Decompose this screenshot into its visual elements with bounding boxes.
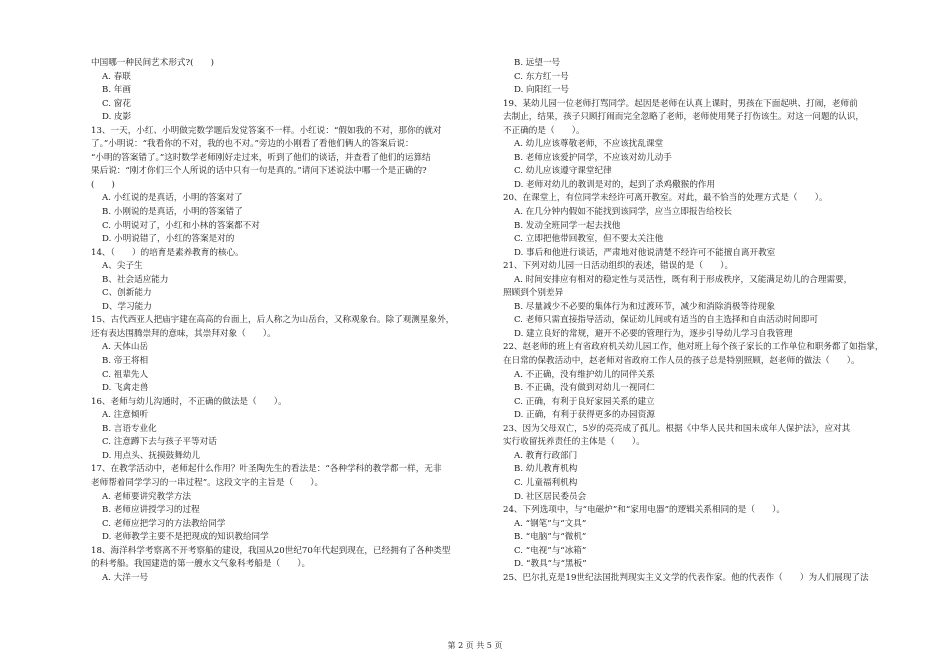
question-text-line: ( ) [91,179,115,190]
question-text-line: 16、老师与幼儿沟通时，不正确的做法是（ ）。 [91,396,287,407]
answer-option-line: B. 远望一号 [514,58,561,68]
answer-option-line: B. 幼儿教育机构 [514,464,578,475]
answer-option-line: C. 窗花 [102,98,131,109]
answer-option-line: B. 老师应讲授学习的过程 [102,505,200,516]
question-text-line: 的科考船。我国建造的第一艘水文气象科考船是（ ）。 [91,559,311,570]
answer-option-line: A. 天体山岳 [102,342,149,353]
answer-option-line: C、创新能力 [102,288,152,299]
answer-option-line: C. 幼儿应该遵守课堂纪律 [514,166,612,177]
question-text-line: 实行收留抚养责任的主体是（ ）。 [503,437,645,448]
answer-option-line: D. 小明说错了，小红的答案是对的 [102,234,235,245]
answer-option-line: A. 大洋一号 [102,572,149,583]
answer-option-line: B. 小刚说的是真话，小明的答案错了 [102,207,243,218]
question-text-line: 21、下列对幼儿园一日活动组织的表述，错误的是（ ）。 [503,261,734,272]
answer-option-line: B. 言语专业化 [102,423,157,434]
answer-option-line: B. 老师应该爱护同学，不应该对幼儿动手 [514,152,672,163]
question-text-line: 20、在课堂上，有位同学未经许可离开教室。对此，最不恰当的处理方式是（ ）。 [503,193,828,204]
answer-option-line: D. 向阳红一号 [514,85,570,96]
question-text-line: 了。”小明说：“我看你的不对，我的也不对。”旁边的小刚看了看他们俩人的答案后说： [91,139,414,150]
answer-option-line: B. 帝王将相 [102,356,149,367]
page-number: 第 2 页 共 5 页 [447,641,503,650]
answer-option-line: A. 小红说的是真话，小明的答案对了 [102,193,243,204]
answer-option-line: B. 不正确，没有做到对幼儿一视同仁 [514,383,655,394]
question-text-line: 中国哪一种民间艺术形式?( ) [91,58,215,68]
question-text-line: “小明的答案错了。”这时数学老师刚好走过来，听到了他们的谈话，并查看了他们的运算结 [91,152,431,163]
answer-option-line: C. 儿童福利机构 [514,477,578,488]
question-text-line: 不正确的是（ ）。 [503,125,585,136]
answer-option-line: D. 老师教学主要不是把现成的知识教给同学 [102,532,269,543]
question-text-line: 老师帮着同学学习的一串过程”。这段文字的主旨是（ ）。 [91,477,324,488]
question-text-line: 18、海洋科学考察离不开考察船的建设，我国从20世纪70年代起到现在，已经拥有了各种类型 [91,545,451,556]
answer-option-line: B. “电脑”与“微机” [514,532,587,543]
answer-option-line: C. 老师应把学习的方法教给同学 [102,518,226,529]
answer-option-line: B、社会适应能力 [102,274,169,285]
answer-option-line: D. 飞禽走兽 [102,383,149,394]
question-text-line: 果后说：“刚才你们三个人所说的话中只有一句是真的。”请问下述说法中哪一个是正确的? [91,166,427,177]
question-text-line: 22、赵老师的班上有省政府机关幼儿园工作，他对班上每个孩子家长的工作单位和职务都了如指掌， [503,342,884,353]
answer-option-line: D. 皮影 [102,112,132,123]
answer-option-line: D. 老师对幼儿的教训是对的，起到了杀鸡儆猴的作用 [514,179,716,190]
answer-option-line: A. 时间安排应有相对的稳定性与灵活性，既有利于形成秩序，又能满足幼儿的合理需要， [514,274,853,285]
question-text-line: 14、（ ）的培育是素养教育的核心。 [91,247,244,258]
question-text-line: 去制止，结果，孩子只顾打闹而完全忽略了老师，老师使用凳子打伤该生。对这一问题的认识， [503,112,864,123]
answer-option-line: C. 立即把他带回教室，但不要太关注他 [514,234,664,245]
answer-option-line: C. 东方红一号 [514,71,569,82]
question-text-line: 15、古代西亚人把庙宇建在高高的台面上，后人称之为山岳台，又称观象台。除了观测星象外， [91,315,455,326]
answer-option-line: A. 幼儿应该尊敬老师，不应该扰乱课堂 [514,139,664,150]
answer-option-line: A. 老师要讲究教学方法 [102,491,192,502]
question-text-line: 23、因为父母双亡，5岁的亮亮成了孤儿。根据《中华人民共和国未成年人保护法》，应对其 [503,423,851,434]
answer-option-line: D. 建立良好的常规，避开不必要的管理行为，逐步引导幼儿学习自我管理 [514,328,793,339]
answer-option-line: C. 祖辈先人 [102,369,149,380]
answer-option-line: D. 事后和他进行谈话，严肃地对他说清楚不经许可不能擅自离开教室 [514,247,776,258]
answer-option-line: D. 正确，有利于获得更多的办园资源 [514,410,655,421]
answer-option-line: C. 注意蹲下去与孩子平等对话 [102,437,217,448]
question-text-line: 25、巴尔扎克是19世纪法国批判现实主义文学的代表作家。他的代表作（ ）为人们展现了法 [503,572,869,583]
answer-option-line: A. “钢笔”与“文具” [514,518,587,529]
answer-option-line: C. 小明说对了，小红和小林的答案都不对 [102,220,260,231]
answer-option-line: D、学习能力 [102,301,152,312]
left-column [91,57,481,585]
answer-option-line: B. 尽量减少不必要的集体行为和过渡环节，减少和消除消极等待现象 [514,301,775,312]
answer-option-line: A. 注意倾听 [102,410,149,421]
answer-option-line: B. 年画 [102,85,131,96]
question-text-line: 17、在教学活动中，老师起什么作用？叶圣陶先生的看法是：“各种学科的教学都一样，无非 [91,464,442,475]
answer-option-line: A. 教育行政部门 [514,450,578,461]
answer-option-line: B. 发动全班同学一起去找他 [514,220,621,231]
question-text-line: 还有表达围腾崇拜的意味，其崇拜对象（ ）。 [91,328,276,339]
right-column [503,57,908,585]
answer-option-line: A、尖子生 [102,261,143,272]
answer-option-line: D. 用点头、抚摸鼓舞幼儿 [102,450,200,461]
question-text-line: 19、某幼儿园一位老师打骂同学。起因是老师在认真上课时，男孩在下面起哄、打闹，老师前 [503,98,858,109]
question-text-line: 在日常的保教活动中，赵老师对省政府工作人员的孩子总是特别照顾，赵老师的做法（ ）。 [503,356,860,367]
question-text-line: 24、下列选项中，与“电磁炉”和“家用电器”的逻辑关系相同的是（ ）。 [503,505,786,516]
answer-option-line: D. “教具”与“黑板” [514,559,587,570]
answer-option-line: A. 不正确，没有维护幼儿的同伴关系 [514,369,655,380]
question-text-line: 13、一天，小红、小明做完数学题后发觉答案不一样。小红说：“假如我的不对，那你的就对 [91,125,442,136]
answer-option-line: A. 春联 [102,71,131,82]
answer-option-line: D. 社区居民委员会 [514,491,587,502]
answer-option-line: C. 正确，有利于良好家园关系的建立 [514,396,655,407]
answer-option-line: A. 在几分钟内假如不能找到该同学，应当立即报告给校长 [514,207,732,218]
answer-option-line: C. 老师只需直接指导活动，保证幼儿间或有适当的自主选择和自由活动时间即可 [514,315,818,326]
answer-option-line: C. “电视”与“冰箱” [514,545,587,556]
question-text-line: 照顾到个别差异 [503,288,564,299]
